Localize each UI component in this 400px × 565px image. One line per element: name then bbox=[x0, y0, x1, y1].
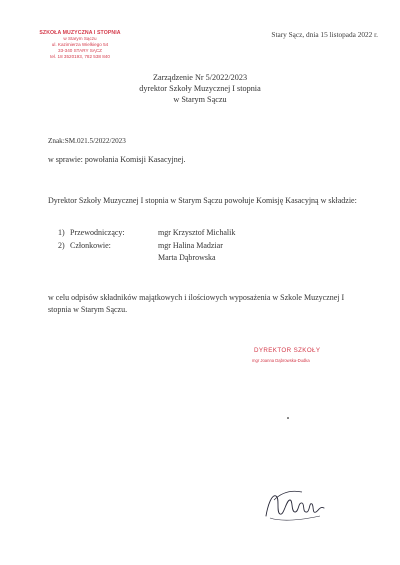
member-name: Marta Dąbrowska bbox=[158, 253, 216, 262]
role-label: Członkowie: bbox=[70, 240, 111, 250]
school-header-stamp bbox=[30, 30, 130, 60]
role-label: Przewodniczący: bbox=[70, 228, 125, 237]
list-item bbox=[58, 252, 235, 265]
list-number: 1) bbox=[58, 228, 65, 237]
school-phone: tel. 18 3520193, 782 538 840 bbox=[50, 54, 110, 59]
place-date: Stary Sącz, dnia 15 listopada 2022 r. bbox=[271, 30, 378, 39]
school-city: w Starym Sączu bbox=[63, 36, 97, 41]
purpose-paragraph: w celu odpisów składników majątkowych i ilościowych wyposażenia w Szkole Muzycznej I stopnia w Starym Sączu. bbox=[48, 293, 345, 314]
chair-name: mgr Krzysztof Michalik bbox=[158, 228, 236, 237]
commission-list bbox=[58, 227, 235, 265]
school-street: ul. Kazimierza Wielkiego 54 bbox=[51, 42, 109, 47]
document-title bbox=[0, 72, 400, 105]
list-item bbox=[58, 240, 235, 253]
director-stamp bbox=[250, 347, 330, 363]
issuer: dyrektor Szkoły Muzycznej I stopnia bbox=[139, 84, 261, 93]
director-title: DYREKTOR SZKOŁY bbox=[254, 347, 321, 354]
director-name: mgr Joanna Dąbrowska-Dudka bbox=[252, 358, 310, 363]
subject-line: w sprawie: powołania Komisji Kasacyjnej. bbox=[48, 155, 186, 164]
school-postal: 33-340 STARY SĄCZ bbox=[58, 48, 102, 53]
body-paragraph: Dyrektor Szkoły Muzycznej I stopnia w Starym Sączu powołuje Komisję Kasacyjną w składzie: bbox=[48, 196, 357, 205]
speck bbox=[287, 417, 289, 419]
reference-number: Znak:SM.021.5/2022/2023 bbox=[48, 137, 126, 145]
member-name: mgr Halina Madziar bbox=[158, 240, 223, 250]
school-name: SZKOŁA MUZYCZNA I STOPNIA bbox=[39, 30, 121, 36]
handwritten-signature bbox=[262, 486, 332, 526]
list-item bbox=[58, 227, 235, 240]
list-number: 2) bbox=[58, 240, 65, 250]
order-number: Zarządzenie Nr 5/2022/2023 bbox=[152, 73, 248, 82]
issuer-location: w Starym Sączu bbox=[173, 95, 227, 104]
